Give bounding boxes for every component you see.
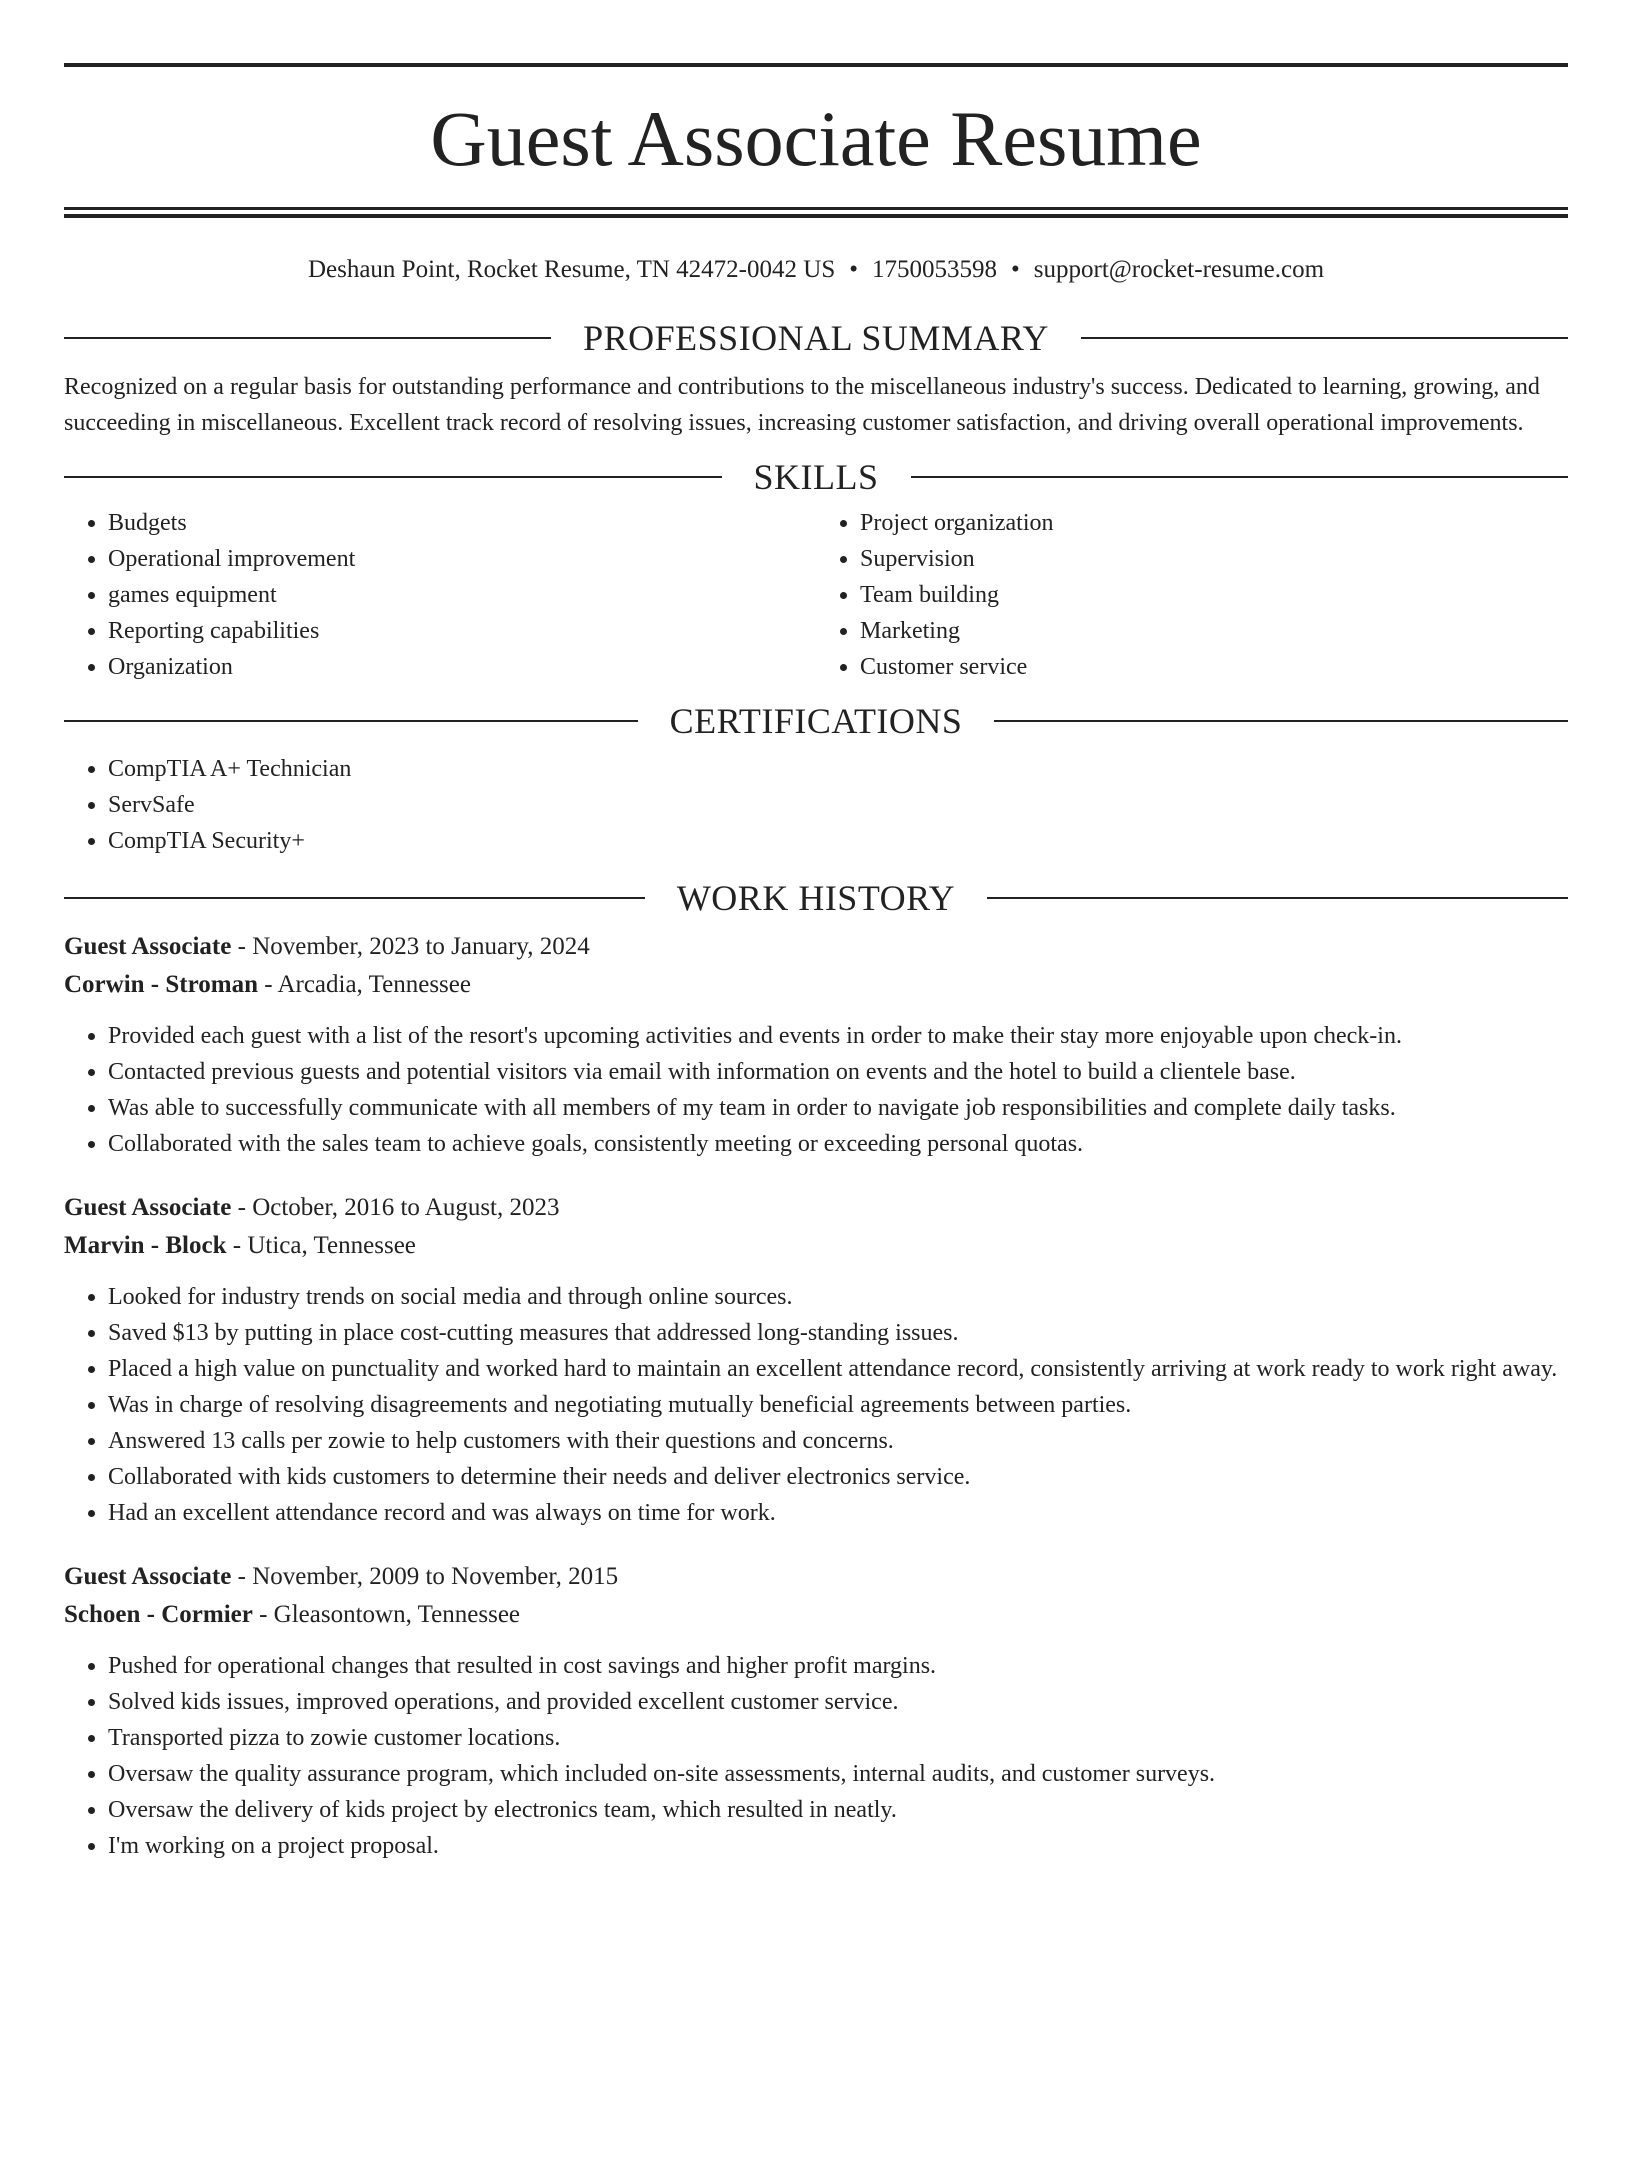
list-item: • Project organization [860,505,1568,541]
job-location: Gleasontown, Tennessee [273,1601,521,1628]
certifications-heading: CERTIFICATIONS [669,701,963,741]
certifications-section-header [64,701,1568,741]
list-item: • Oversaw the quality assurance program, which included on-site assessments, internal audits, and customer surveys. [108,1756,1568,1792]
list-item: • Oversaw the delivery of kids project by electronics team, which resulted in neatly. [108,1792,1568,1828]
list-item: • Budgets [108,505,816,541]
contact-separator: • [849,256,858,283]
job-company: Marvin - Block [64,1232,227,1259]
job-dash: - [252,1601,274,1628]
job-title: Guest Associate [64,933,232,960]
certifications-list [64,751,1568,859]
section-rule [994,720,1568,722]
list-item: • Contacted previous guests and potential visitors via email with information on events and the hotel to build a clientele base. [108,1054,1568,1090]
job-dash: - [231,933,253,960]
work-history-list [64,928,1568,1864]
job-location: Utica, Tennessee [247,1232,416,1259]
list-item: • Solved kids issues, improved operations, and provided excellent customer service. [108,1684,1568,1720]
section-rule [64,337,551,339]
work-history-section-header [64,878,1568,918]
list-item: • ServSafe [108,787,1568,823]
skills-section-header [64,457,1568,497]
work-entry [64,1189,1568,1531]
job-dash: - [231,1194,253,1221]
list-item: • Placed a high value on punctuality and worked hard to maintain an excellent attendance record, consistently arriving at work ready to work right away. [108,1351,1568,1387]
job-title-line [64,928,1568,966]
contact-address: Deshaun Point, Rocket Resume, TN 42472-0042 US [307,256,836,283]
job-company-line [64,1596,1568,1634]
job-dash: - [231,1563,253,1590]
job-bullets [64,1648,1568,1864]
list-item: • Had an excellent attendance record and was always on time for work. [108,1495,1568,1531]
section-rule [64,476,722,478]
list-item: • Marketing [860,613,1568,649]
list-item: • Looked for industry trends on social media and through online sources. [108,1279,1568,1315]
list-item: • Pushed for operational changes that resulted in cost savings and higher profit margins. [108,1648,1568,1684]
job-title-line [64,1189,1568,1227]
list-item: • Saved $13 by putting in place cost-cutting measures that addressed long-standing issues. [108,1315,1568,1351]
job-company: Corwin - Stroman [64,971,258,998]
title-double-rule [64,207,1568,218]
skills-grid [64,505,1568,685]
section-rule [64,720,638,722]
resume-page [0,63,1632,2175]
skills-list-left [64,505,816,685]
section-rule [1081,337,1568,339]
skills-list-right [816,505,1568,685]
resume-title: Guest Associate Resume [430,95,1202,182]
list-item: • Collaborated with the sales team to achieve goals, consistently meeting or exceeding personal quotas. [108,1126,1568,1162]
job-dates: November, 2023 to January, 2024 [252,933,590,960]
list-item: • Team building [860,577,1568,613]
work-entry [64,1558,1568,1864]
work-history-heading: WORK HISTORY [676,878,956,918]
job-title: Guest Associate [64,1194,232,1221]
contact-separator: • [1011,256,1020,283]
list-item: • Transported pizza to zowie customer locations. [108,1720,1568,1756]
contact-line [64,255,1568,285]
list-item: • Organization [108,649,816,685]
list-item: • Customer service [860,649,1568,685]
list-item: • Was in charge of resolving disagreements and negotiating mutually beneficial agreements between parties. [108,1387,1568,1423]
summary-section-header [64,318,1568,358]
job-dates: October, 2016 to August, 2023 [252,1194,560,1221]
job-location: Arcadia, Tennessee [277,971,471,998]
job-dates: November, 2009 to November, 2015 [252,1563,619,1590]
top-rule [64,63,1568,67]
section-rule [911,476,1569,478]
summary-text: Recognized on a regular basis for outstanding performance and contributions to the miscellaneous industry's success. Dedicated to learning, growing, and succeeding in miscellaneous. Excellent track record of resolving issues, increasing customer satisfaction, and driving overall operational improvements. [64,374,1540,436]
job-company-line [64,966,1568,1004]
list-item: • Provided each guest with a list of the resort's upcoming activities and events in order to make their stay more enjoyable upon check-in. [108,1018,1568,1054]
list-item: • I'm working on a project proposal. [108,1828,1568,1864]
list-item: • games equipment [108,577,816,613]
job-dash: - [226,1232,248,1259]
work-entry [64,928,1568,1162]
list-item: • Was able to successfully communicate with all members of my team in order to navigate job responsibilities and complete daily tasks. [108,1090,1568,1126]
list-item: • Answered 13 calls per zowie to help customers with their questions and concerns. [108,1423,1568,1459]
list-item: • Supervision [860,541,1568,577]
list-item: • CompTIA A+ Technician [108,751,1568,787]
job-bullets [64,1018,1568,1162]
skills-heading: SKILLS [753,457,879,497]
job-company-line [64,1227,1568,1265]
summary-heading: PROFESSIONAL SUMMARY [583,318,1049,358]
section-rule [64,897,645,899]
section-rule [987,897,1568,899]
job-company: Schoen - Cormier [64,1601,253,1628]
list-item: • Collaborated with kids customers to determine their needs and deliver electronics service. [108,1459,1568,1495]
list-item: • CompTIA Security+ [108,823,1568,859]
contact-email: support@rocket-resume.com [1033,256,1325,283]
list-item: • Reporting capabilities [108,613,816,649]
job-dash: - [257,971,278,998]
job-bullets [64,1279,1568,1531]
job-title-line [64,1558,1568,1596]
list-item: • Operational improvement [108,541,816,577]
job-title: Guest Associate [64,1563,232,1590]
contact-phone: 1750053598 [872,256,997,283]
